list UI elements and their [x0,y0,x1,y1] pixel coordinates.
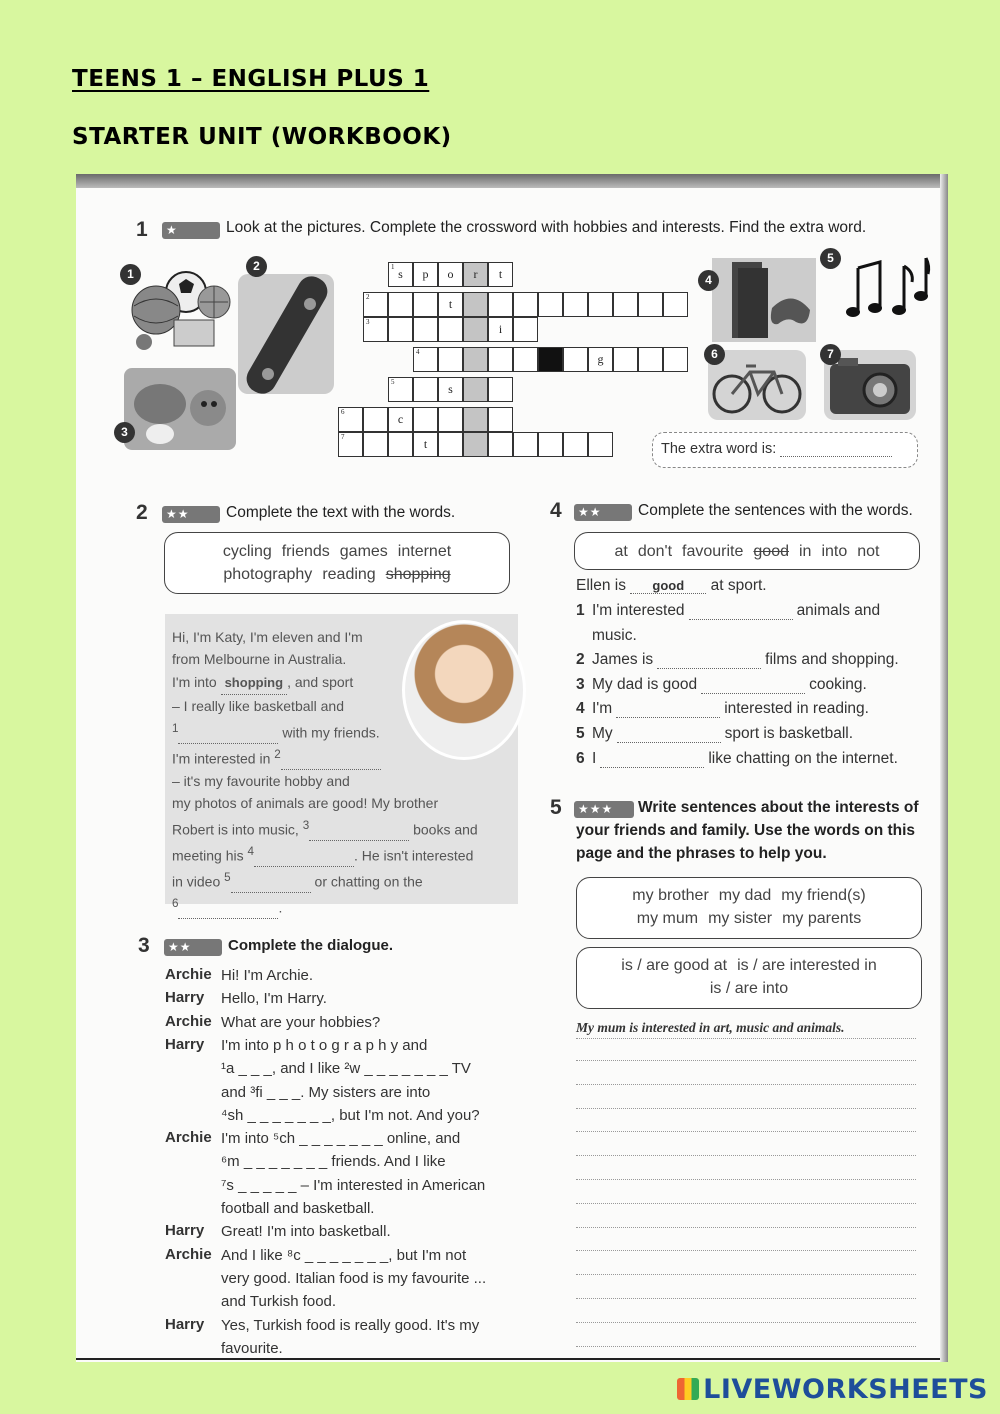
writing-line[interactable] [576,1179,916,1180]
ex4-instruction: Complete the sentences with the words. [638,502,913,519]
ex5-phrases-box [576,947,922,1009]
crossword-cell-extra[interactable] [463,377,488,402]
word-in: in [799,543,812,560]
gap-1-input[interactable] [178,730,278,744]
crossword-cell[interactable]: i [488,317,513,342]
text-line: Hi, I'm Katy, I'm eleven and I'm [172,629,363,645]
crossword-cell[interactable] [438,432,463,457]
gap-3-input[interactable] [309,827,409,841]
picture-number-2: 2 [246,256,267,277]
sentence-gap-input[interactable] [616,704,720,718]
ex4-sentence [576,725,853,743]
dialogue-line: Great! I'm into basketball. [221,1223,391,1241]
phrase-my-sister: my sister [708,910,773,927]
ex1-stars: ★ [162,222,220,239]
text-line: , and sport [287,673,354,690]
dialogue-line: Yes, Turkish food is really good. It's my [221,1316,480,1334]
gap-4-input[interactable] [254,853,354,867]
crossword-cell[interactable] [388,432,413,457]
skateboard-icon [238,264,338,402]
picture-video-games [712,258,816,342]
sentence-start: I [592,749,597,767]
sentence-gap-input[interactable] [701,680,805,694]
gap-number-1: 1 [172,721,179,735]
phrase-good-at: is / are good at [621,957,728,974]
word-reading: reading [322,566,376,583]
sentence-end: animals and [796,602,881,619]
ex1-instruction: Look at the pictures. Complete the crossword with hobbies and interests. Find the extra word. [226,219,867,236]
ex2-text: Hi, I'm Katy, I'm eleven and I'm from Melbourne in Australia. I'm into shopping , and sport – I really like basketball and $^1$ with my friends. I'm interested in $^2$ – it's my favourite hobby and my photos of animals are good! My brother Robert is into music, $^3$ books and meeting his $^4$ . He isn't interested in video $^5$ or chatting on the $^6$ . [172,626,478,919]
crossword-cell[interactable]: 1 s [388,262,413,287]
dialogue-line[interactable]: and ³fi _ _ _. My sisters are into [221,1083,431,1101]
example-answer: good [630,578,706,594]
logo-text: LIVEWORKSHEETS [703,1374,988,1405]
crossword-cell-extra[interactable]: r [463,262,488,287]
bottom-rule [76,1358,948,1360]
dialogue-speaker: Archie [165,1012,212,1030]
crossword-cell[interactable] [413,292,438,317]
sentence-end: interested in reading. [724,700,869,718]
writing-line[interactable] [576,1131,916,1132]
extra-word-label: The extra word is: [661,441,777,457]
text-line: I'm into [172,673,217,690]
phrase-into: is / are into [709,980,789,997]
sentence-number: 1 [576,602,585,619]
crossword-cell[interactable] [363,407,388,432]
sentence-start: My dad is good [592,675,698,693]
example-text: Ellen is [576,577,626,594]
logo-icon [677,1378,699,1400]
ex5-people-box [576,877,922,939]
crossword-cell[interactable] [438,347,463,372]
ex4-sentence [576,627,637,645]
writing-line[interactable] [576,1298,916,1299]
text-line: – I really like basketball and [172,698,344,715]
ex3-number: 3 [138,934,150,957]
text-line: or chatting on the [314,873,423,890]
crossword-cell[interactable] [513,292,538,317]
dialogue-line[interactable]: ⁷s _ _ _ _ _ – I'm interested in American [221,1176,486,1194]
crossword-cell[interactable] [388,292,413,317]
dialogue-line: very good. Italian food is my favourite ... [221,1269,487,1287]
crossword-cell-extra[interactable] [463,317,488,342]
crossword-cell[interactable] [563,432,588,457]
crossword-cell[interactable] [663,292,688,317]
dialogue-line[interactable]: ¹a _ _ _, and I like ²w _ _ _ _ _ _ _ TV [221,1060,471,1078]
word-into: into [821,543,848,560]
gap-number-3: 3 [302,818,310,832]
writing-line[interactable] [576,1274,916,1275]
ex2-instruction: Complete the text with the words. [226,504,456,521]
crossword-cell[interactable] [413,407,438,432]
crossword-cell[interactable] [513,432,538,457]
writing-line[interactable] [576,1227,916,1228]
example-answer: shopping [221,672,288,695]
picture-number-7: 7 [820,344,841,365]
text-line: Robert is into music, [172,821,299,838]
sentence-gap-input[interactable] [617,729,721,743]
dialogue-line[interactable]: And I like ⁸c _ _ _ _ _ _ _, but I'm not [221,1246,467,1264]
ex2-stars: ★★ [162,506,220,523]
gap-number-4: 4 [247,844,254,858]
example-text: at sport. [710,577,767,594]
crossword-cell[interactable] [538,432,563,457]
games-console-icon [712,258,816,342]
word-favourite: favourite [682,543,744,560]
phrase-my-friends: my friend(s) [781,887,866,904]
text-line: meeting his [172,847,244,864]
ex2-number: 2 [136,501,148,524]
text-line: in video [172,873,221,890]
word-friends: friends [281,543,330,560]
ex4-sentence [576,676,867,694]
dialogue-speaker: Harry [165,989,205,1007]
crossword-cell[interactable] [538,292,563,317]
worksheet-title: TEENS 1 – ENGLISH PLUS 1 [72,66,430,92]
sentence-number: 5 [576,725,585,742]
crossword-cell[interactable]: s [438,377,463,402]
crossword-cell[interactable] [563,292,588,317]
extra-word-box [652,432,918,468]
ex5-instruction-line2: your friends and family. Use the words on this [576,822,916,839]
music-notes-icon [840,248,932,338]
crossword-cell[interactable] [488,407,513,432]
crossword-cell[interactable]: 4 [413,347,438,372]
sentence-number: 4 [576,700,585,718]
picture-number-1: 1 [120,264,141,285]
sentence-end: sport is basketball. [724,725,854,742]
crossword-grid [338,262,698,477]
picture-number-3: 3 [114,422,135,443]
dialogue-speaker: Archie [165,966,212,983]
writing-line[interactable] [576,1155,916,1156]
ex5-stars: ★★★ [574,801,634,818]
ex4-sentence [576,750,898,768]
word-good: good [753,543,789,560]
gap-6-input[interactable] [178,905,278,919]
dialogue-line: Hi! I'm Archie. [221,967,314,984]
sentence-number: 6 [576,749,585,767]
writing-line[interactable] [576,1346,916,1347]
sentence-start: James is [592,651,654,669]
ex5-number: 5 [550,796,562,819]
worksheet-subtitle: STARTER UNIT (WORKBOOK) [72,124,452,150]
writing-line[interactable] [576,1108,916,1109]
crossword-cell[interactable] [513,317,538,342]
text-line: . He isn't interested [353,847,474,864]
sentence-gap-input[interactable] [600,754,704,768]
crossword-cell-extra[interactable] [463,407,488,432]
ex4-sentence [576,651,899,669]
crossword-cell[interactable]: p [413,262,438,287]
dialogue-line[interactable]: ⁴sh _ _ _ _ _ _ _, but I'm not. And you? [221,1106,480,1124]
crossword-cell[interactable] [363,432,388,457]
word-internet: internet [397,543,452,560]
crossword-cell[interactable] [638,347,663,372]
gap-number-5: 5 [224,870,231,884]
text-line: my photos of animals are good! My brother [172,795,439,812]
dialogue-line: Hello, I'm Harry. [221,990,327,1008]
picture-number-6: 6 [704,344,725,365]
crossword-cell[interactable]: t [438,292,463,317]
crossword-cell[interactable] [588,432,613,457]
crossword-cell[interactable]: c [388,407,413,432]
crossword-cell[interactable] [488,377,513,402]
ex4-example [576,577,767,595]
ex5-instruction-line3: page and the phrases to help you. [576,845,827,862]
text-line: books and [413,821,478,838]
crossword-cell[interactable]: o [438,262,463,287]
ex4-sentence [576,602,880,620]
writing-line[interactable] [576,1322,916,1323]
crossword-cell[interactable] [513,347,538,372]
ex3-stars: ★★ [164,939,222,956]
dialogue-line: football and basketball. [221,1200,375,1217]
picture-animals [124,368,236,450]
liveworksheets-logo [677,1374,988,1405]
crossword-cell[interactable]: 3 [363,317,388,342]
gap-number-2: 2 [274,747,281,761]
picture-number-5: 5 [820,248,841,269]
animals-icon [124,368,236,450]
picture-skateboard [238,264,338,402]
crossword-cell[interactable] [488,432,513,457]
sentence-gap-input[interactable] [657,655,761,669]
text-line: I'm interested in [172,750,271,767]
dialogue-speaker: Archie [165,1129,212,1147]
gap-5-input[interactable] [231,879,311,893]
crossword-cell-extra[interactable] [463,347,488,372]
phrase-my-mum: my mum [636,910,699,927]
text-line: with my friends. [282,724,380,741]
ex4-number: 4 [550,499,562,522]
dialogue-line: What are your hobbies? [221,1013,381,1031]
sentence-start: music. [592,626,637,644]
phrase-my-parents: my parents [782,910,862,927]
crossword-cell[interactable] [613,347,638,372]
sentence-end: cooking. [809,675,867,693]
dialogue-line[interactable]: ⁶m _ _ _ _ _ _ _ friends. And I like [221,1153,446,1171]
ex4-sentence [576,700,869,718]
dialogue-line[interactable]: I'm into ⁵ch _ _ _ _ _ _ _ online, and [221,1130,461,1148]
crossword-cell[interactable]: 2 [363,292,388,317]
sentence-start: I'm [592,700,613,718]
crossword-cell[interactable] [438,407,463,432]
crossword-cell[interactable] [588,292,613,317]
phrase-my-dad: my dad [718,887,772,904]
ex4-stars: ★★ [574,504,632,521]
crossword-cell[interactable]: 7 [338,432,363,457]
ex5-instruction-line1: Write sentences about the interests of [638,799,919,816]
crossword-cell[interactable]: t [488,262,513,287]
gap-number-6: 6 [172,896,179,910]
text-line: – it's my favourite hobby and [172,772,350,789]
crossword-cell[interactable]: 6 [338,407,363,432]
dialogue-speaker: Harry [165,1315,205,1333]
crossword-cell[interactable]: 5 [388,377,413,402]
dialogue-speaker: Harry [165,1035,205,1053]
word-not: not [857,543,880,560]
sentence-number: 2 [576,651,585,669]
sentence-end: like chatting on the internet. [708,749,898,767]
word-at: at [614,543,628,560]
crossword-cell[interactable] [663,347,688,372]
crossword-cell[interactable] [563,347,588,372]
picture-music [840,248,932,338]
crossword-cell[interactable] [438,317,463,342]
ex1-number: 1 [136,218,148,241]
crossword-cell-extra[interactable] [463,432,488,457]
text-line: from Melbourne in Australia. [172,651,347,668]
crossword-cell[interactable] [638,292,663,317]
writing-line[interactable] [576,1250,916,1251]
dialogue-speaker: Harry [165,1222,205,1240]
crossword-cell[interactable] [388,317,413,342]
word-photography: photography [223,566,313,583]
sentence-number: 3 [576,675,585,693]
phrase-my-brother: my brother [632,887,709,904]
word-shopping: shopping [385,566,451,583]
crossword-cell[interactable] [488,292,513,317]
ex4-word-box [574,532,920,570]
crossword-cell[interactable] [613,292,638,317]
sentence-gap-input[interactable] [689,606,793,620]
crossword-cell[interactable]: g [588,347,613,372]
workbook-page [76,174,948,1362]
writing-line[interactable] [576,1060,916,1061]
sentence-start: I'm interested [592,602,685,619]
crossword-cell[interactable] [488,347,513,372]
ex3-instruction: Complete the dialogue. [228,937,394,954]
crossword-cell[interactable] [413,317,438,342]
ex2-word-box [164,532,510,594]
sentence-start: My [592,725,613,742]
crossword-cell-extra[interactable] [463,292,488,317]
dialogue-line: I'm into p h o t o g r a p h y and [221,1036,428,1054]
picture-number-4: 4 [698,270,719,291]
dialogue-line: and Turkish food. [221,1293,337,1311]
writing-line[interactable] [576,1203,916,1204]
writing-line[interactable] [576,1084,916,1085]
crossword-cell[interactable]: t [413,432,438,457]
crossword-black-cell [538,347,563,372]
word-cycling: cycling [222,543,272,560]
dialogue-speaker: Archie [165,1245,212,1263]
sentence-end: films and shopping. [765,651,899,669]
gap-2-input[interactable] [281,756,381,770]
ex5-example: My mum is interested in art, music and animals. [576,1020,916,1039]
phrase-interested-in: is / are interested in [737,957,877,974]
dialogue-line: favourite. [221,1339,283,1357]
crossword-cell[interactable] [413,377,438,402]
word-games: games [339,543,388,560]
word-dont: don't [637,543,673,560]
extra-word-input[interactable] [780,443,892,457]
